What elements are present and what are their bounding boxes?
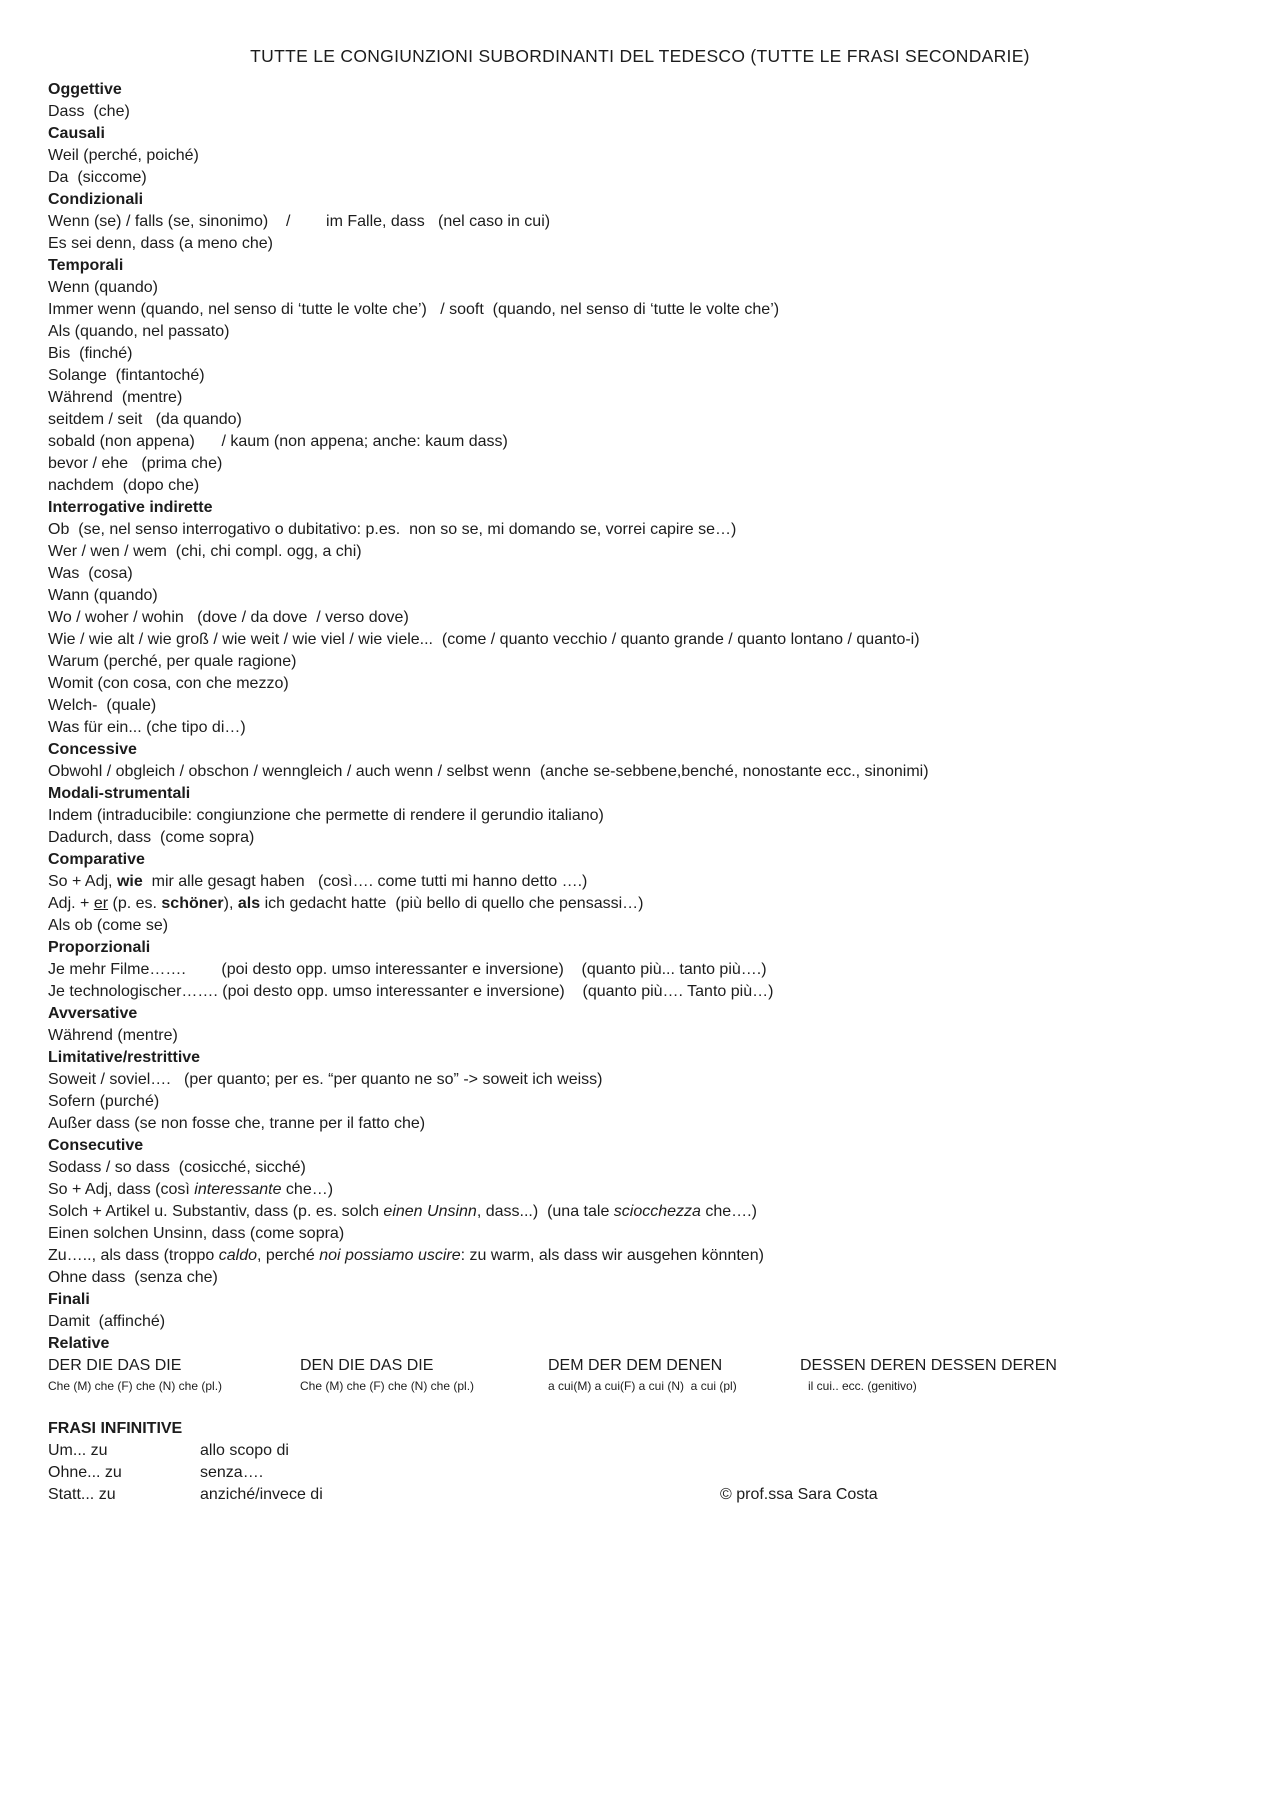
document-line	[48, 1223, 1232, 1245]
document-line	[48, 1025, 1232, 1047]
text-segment: © prof.ssa Sara Costa	[720, 1486, 878, 1503]
text-segment: Dadurch, dass (come sopra)	[48, 829, 255, 846]
text-segment: So + Adj, dass (così	[48, 1181, 195, 1198]
text-segment: Relative	[48, 1335, 110, 1352]
text-segment: Was für ein... (che tipo di…)	[48, 719, 246, 736]
text-segment: Je technologischer……. (poi desto opp. umso interessanter e inversione) (quanto più…. Tanto più…)	[48, 983, 774, 1000]
text-segment: DEN DIE DAS DIE	[300, 1357, 434, 1374]
document-line	[48, 915, 1232, 937]
document-line	[48, 255, 1232, 277]
text-segment: So + Adj,	[48, 873, 117, 890]
text-segment: sciocchezza	[613, 1203, 701, 1220]
text-segment: Weil (perché, poiché)	[48, 147, 199, 164]
text-segment: Dass (che)	[48, 103, 130, 120]
text-segment: Che (M) che (F) che (N) che (pl.)	[300, 1379, 475, 1393]
text-segment: Womit (con cosa, con che mezzo)	[48, 675, 289, 692]
text-segment: Ohne dass (senza che)	[48, 1269, 218, 1286]
document-line	[48, 1267, 1232, 1289]
text-segment: Solch + Artikel u. Substantiv, dass (p. es. solch	[48, 1203, 384, 1220]
document-line	[48, 607, 1232, 629]
text-segment: ich gedacht hatte (più bello di quello che pensassi…)	[260, 895, 644, 912]
text-segment: er	[93, 895, 109, 912]
text-segment: Obwohl / obgleich / obschon / wenngleich / auch wenn / selbst wenn (anche se-sebbene,benché, nonostante ecc., sinonimi)	[48, 763, 929, 780]
text-segment: interessante	[194, 1181, 282, 1198]
document-line	[48, 277, 1232, 299]
document-body	[48, 79, 1232, 1506]
document-line	[48, 211, 1232, 233]
text-segment: Temporali	[48, 257, 124, 274]
document-line	[48, 1289, 1232, 1311]
document-line	[48, 1113, 1232, 1135]
text-segment: Adj. +	[48, 895, 94, 912]
document-line	[48, 475, 1232, 497]
document-line	[48, 387, 1232, 409]
text-segment: Finali	[48, 1291, 90, 1308]
document-line	[48, 233, 1232, 255]
document-line	[48, 1047, 1232, 1069]
document-line	[48, 321, 1232, 343]
text-segment: Wer / wen / wem (chi, chi compl. ogg, a chi)	[48, 543, 362, 560]
text-segment: nachdem (dopo che)	[48, 477, 200, 494]
text-segment: DER DIE DAS DIE	[48, 1357, 182, 1374]
document-line	[48, 739, 1232, 761]
text-segment: Ohne... zu	[48, 1464, 122, 1481]
document-line	[48, 167, 1232, 189]
document-line	[48, 1179, 1232, 1201]
text-segment: Solange (fintantoché)	[48, 367, 205, 384]
document-line	[48, 409, 1232, 431]
document-line	[48, 123, 1232, 145]
text-segment: FRASI INFINITIVE	[48, 1420, 183, 1437]
text-segment: Während (mentre)	[48, 1027, 178, 1044]
text-segment: senza….	[200, 1464, 264, 1481]
document-line	[48, 343, 1232, 365]
text-segment: , perché	[256, 1247, 320, 1264]
document-line	[48, 1003, 1232, 1025]
text-segment: che…)	[281, 1181, 334, 1198]
text-segment: caldo	[218, 1247, 257, 1264]
text-segment: Oggettive	[48, 81, 122, 98]
text-segment: Da (siccome)	[48, 169, 147, 186]
document-title: TUTTE LE CONGIUNZIONI SUBORDINANTI DEL TEDESCO (TUTTE LE FRASI SECONDARIE)	[250, 46, 1030, 66]
document-line	[48, 673, 1232, 695]
document-line	[48, 849, 1232, 871]
text-segment: Wenn (se) / falls (se, sinonimo) / im Falle, dass (nel caso in cui)	[48, 213, 551, 230]
text-segment: wie	[116, 873, 143, 890]
document-line	[48, 1377, 1232, 1396]
document-line	[48, 1157, 1232, 1179]
text-segment: Es sei denn, dass (a meno che)	[48, 235, 274, 252]
text-segment: noi possiamo uscire	[319, 1247, 461, 1264]
text-segment: Consecutive	[48, 1137, 144, 1154]
text-segment: Um... zu	[48, 1442, 108, 1459]
text-segment: a cui(M) a cui(F) a cui (N) a cui (pl)	[548, 1379, 737, 1393]
text-segment: sobald (non appena) / kaum (non appena; anche: kaum dass)	[48, 433, 508, 450]
text-segment: Soweit / soviel…. (per quanto; per es. “per quanto ne so” -> soweit ich weiss)	[48, 1071, 603, 1088]
document-line	[48, 629, 1232, 651]
document-line	[48, 1484, 1232, 1506]
document-line	[48, 1135, 1232, 1157]
document-line	[48, 563, 1232, 585]
text-segment: bevor / ehe (prima che)	[48, 455, 223, 472]
text-segment: Was (cosa)	[48, 565, 133, 582]
document-line	[48, 805, 1232, 827]
document-line	[48, 827, 1232, 849]
document-line	[48, 1355, 1232, 1377]
document-line	[48, 1069, 1232, 1091]
document-line	[48, 1091, 1232, 1113]
text-segment: Einen solchen Unsinn, dass (come sopra)	[48, 1225, 345, 1242]
text-segment: Als (quando, nel passato)	[48, 323, 230, 340]
document-line	[48, 365, 1232, 387]
text-segment: Statt... zu	[48, 1486, 116, 1503]
text-segment: (p. es.	[108, 895, 162, 912]
document-line	[48, 695, 1232, 717]
text-segment: , dass...) (una tale	[476, 1203, 614, 1220]
text-segment: Damit (affinché)	[48, 1313, 166, 1330]
document-line	[48, 189, 1232, 211]
text-segment: Ob (se, nel senso interrogativo o dubitativo: p.es. non so se, mi domando se, vorrei capire se…)	[48, 521, 737, 538]
text-segment: Concessive	[48, 741, 137, 758]
document-line	[48, 937, 1232, 959]
document-line	[48, 783, 1232, 805]
document-line	[48, 651, 1232, 673]
document-line	[48, 1462, 1232, 1484]
text-segment: Immer wenn (quando, nel senso di ‘tutte le volte che’) / sooft (quando, nel senso di ‘tutte le volte che’)	[48, 301, 780, 318]
text-segment: anziché/invece di	[200, 1486, 323, 1503]
text-segment: Als ob (come se)	[48, 917, 169, 934]
text-segment: Bis (finché)	[48, 345, 133, 362]
text-segment: Che (M) che (F) che (N) che (pl.)	[48, 1379, 223, 1393]
document-line	[48, 1201, 1232, 1223]
text-segment: Zu….., als dass (troppo	[48, 1247, 219, 1264]
text-segment: ),	[223, 895, 238, 912]
document-line	[48, 871, 1232, 893]
text-segment: allo scopo di	[200, 1442, 289, 1459]
document-line	[48, 1440, 1232, 1462]
text-segment: schöner	[161, 895, 224, 912]
text-segment: Wo / woher / wohin (dove / da dove / verso dove)	[48, 609, 409, 626]
document-line	[48, 1333, 1232, 1355]
document-line	[48, 101, 1232, 123]
document-line	[48, 717, 1232, 739]
document-line	[48, 299, 1232, 321]
text-segment: Während (mentre)	[48, 389, 183, 406]
text-segment: DESSEN DEREN DESSEN DEREN	[800, 1357, 1057, 1374]
text-segment: Warum (perché, per quale ragione)	[48, 653, 297, 670]
text-segment: Comparative	[48, 851, 145, 868]
text-segment: Sofern (purché)	[48, 1093, 160, 1110]
text-segment: Causali	[48, 125, 105, 142]
document-line	[48, 497, 1232, 519]
document-line	[48, 761, 1232, 783]
document-line	[48, 453, 1232, 475]
document-line	[48, 519, 1232, 541]
document-line	[48, 145, 1232, 167]
text-segment: Je mehr Filme……. (poi desto opp. umso interessanter e inversione) (quanto più... tanto più….)	[48, 961, 767, 978]
text-segment: Avversative	[48, 1005, 138, 1022]
text-segment: Welch- (quale)	[48, 697, 157, 714]
blank-line	[48, 1396, 1232, 1418]
text-segment: Modali-strumentali	[48, 785, 191, 802]
document-line	[48, 981, 1232, 1003]
text-segment: seitdem / seit (da quando)	[48, 411, 242, 428]
text-segment: Indem (intraducibile: congiunzione che permette di rendere il gerundio italiano)	[48, 807, 604, 824]
text-segment: Limitative/restrittive	[48, 1049, 201, 1066]
text-segment: Proporzionali	[48, 939, 151, 956]
document-line	[48, 893, 1232, 915]
text-segment: DEM DER DEM DENEN	[548, 1357, 723, 1374]
document-line	[48, 1245, 1232, 1267]
text-segment: Condizionali	[48, 191, 144, 208]
text-segment: Außer dass (se non fosse che, tranne per il fatto che)	[48, 1115, 426, 1132]
text-segment: Wenn (quando)	[48, 279, 158, 296]
text-segment: Sodass / so dass (cosicché, sicché)	[48, 1159, 306, 1176]
text-segment: als	[237, 895, 261, 912]
text-segment: mir alle gesagt haben (così…. come tutti mi hanno detto ….)	[142, 873, 588, 890]
document-line	[48, 1418, 1232, 1440]
document-line	[48, 585, 1232, 607]
text-segment: il cui.. ecc. (genitivo)	[808, 1379, 917, 1393]
text-segment: Wann (quando)	[48, 587, 158, 604]
text-segment: Wie / wie alt / wie groß / wie weit / wie viel / wie viele... (come / quanto vecchio / quanto grande / quanto lontano / quanto-i)	[48, 631, 920, 648]
document-line	[48, 541, 1232, 563]
document-line	[48, 79, 1232, 101]
text-segment: Interrogative indirette	[48, 499, 213, 516]
text-segment: che….)	[700, 1203, 757, 1220]
document-line	[48, 431, 1232, 453]
document-line	[48, 959, 1232, 981]
text-segment: : zu warm, als dass wir ausgehen könnten)	[460, 1247, 764, 1264]
document-line	[48, 1311, 1232, 1333]
text-segment: einen Unsinn	[383, 1203, 477, 1220]
